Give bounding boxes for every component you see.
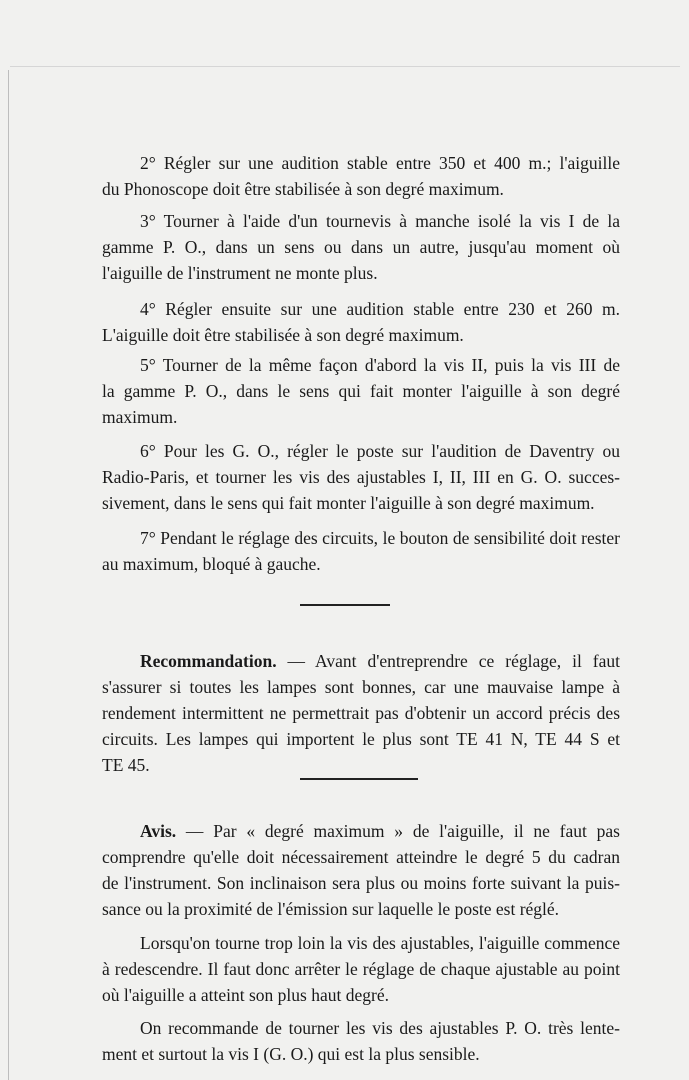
text-line: On recommande de tourner les vis des ajustables P. O. très lente- [140, 1018, 620, 1038]
paragraph [102, 648, 620, 778]
text-line [102, 818, 620, 844]
text-line [102, 648, 620, 674]
text-line: l'aiguille de l'instrument ne monte plus. [102, 263, 378, 283]
paragraph [102, 930, 620, 1008]
scan-top-edge [10, 66, 680, 67]
text-line: TE 45. [102, 755, 150, 775]
text-line: 3° Tourner à l'aide d'un tournevis à manche isolé la vis I de la [140, 211, 620, 231]
text-line: où l'aiguille a atteint son plus haut degré. [102, 985, 389, 1005]
text-line: 6° Pour les G. O., régler le poste sur l'audition de Daventry ou [140, 441, 620, 461]
text-line: L'aiguille doit être stabilisée à son degré maximum. [102, 325, 464, 345]
text-line: sivement, dans le sens qui fait monter l'aiguille à son degré maximum. [102, 493, 595, 513]
text-line: sance ou la proximité de l'émission sur laquelle le poste est réglé. [102, 899, 560, 919]
text-line: comprendre qu'elle doit nécessairement atteindre le degré 5 du cadran [102, 847, 620, 867]
text-line: maximum. [102, 407, 178, 427]
text-line: ment et surtout la vis I (G. O.) qui est la plus sensible. [102, 1044, 480, 1064]
text-line: 5° Tourner de la même façon d'abord la vis II, puis la vis III de [140, 355, 620, 375]
paragraph [102, 208, 620, 286]
paragraph [102, 1015, 620, 1067]
text-line: s'assurer si toutes les lampes sont bonnes, car une mauvaise lampe à [102, 677, 620, 697]
paragraph [102, 438, 620, 516]
text-line: au maximum, bloqué à gauche. [102, 554, 321, 574]
text-line: 4° Régler ensuite sur une audition stable entre 230 et 260 m. [140, 299, 620, 319]
scan-margin-edge [8, 70, 9, 1080]
line-text: — Par « degré maximum » de l'aiguille, il ne faut pas [176, 821, 620, 841]
text-line: Radio-Paris, et tourner les vis des ajustables I, II, III en G. O. succes- [102, 467, 620, 487]
text-line: de l'instrument. Son inclinaison sera plus ou moins forte suivant la puis- [102, 873, 620, 893]
paragraph [102, 352, 620, 430]
section-divider [300, 778, 418, 780]
text-line: circuits. Les lampes qui importent le plus sont TE 41 N, TE 44 S et [102, 729, 620, 749]
section-divider [300, 604, 390, 606]
paragraph-heading: Avis. [140, 821, 177, 841]
text-line: rendement intermittent ne permettrait pas d'obtenir un accord précis des [102, 703, 620, 723]
paragraph-heading: Recommandation. [140, 651, 277, 671]
text-line: la gamme P. O., dans le sens qui fait monter l'aiguille à son degré [102, 381, 620, 401]
paragraph [102, 818, 620, 922]
text-line: 7° Pendant le réglage des circuits, le bouton de sensibilité doit rester [140, 528, 620, 548]
paragraph [102, 150, 620, 202]
text-line: du Phonoscope doit être stabilisée à son degré maximum. [102, 179, 504, 199]
text-line: à redescendre. Il faut donc arrêter le réglage de chaque ajustable au point [102, 959, 620, 979]
paragraph [102, 296, 620, 348]
paragraph [102, 525, 620, 577]
line-text: — Avant d'entreprendre ce réglage, il faut [276, 651, 620, 671]
text-line: 2° Régler sur une audition stable entre 350 et 400 m.; l'aiguille [140, 153, 620, 173]
text-line: gamme P. O., dans un sens ou dans un autre, jusqu'au moment où [102, 237, 620, 257]
text-line: Lorsqu'on tourne trop loin la vis des ajustables, l'aiguille commence [140, 933, 620, 953]
